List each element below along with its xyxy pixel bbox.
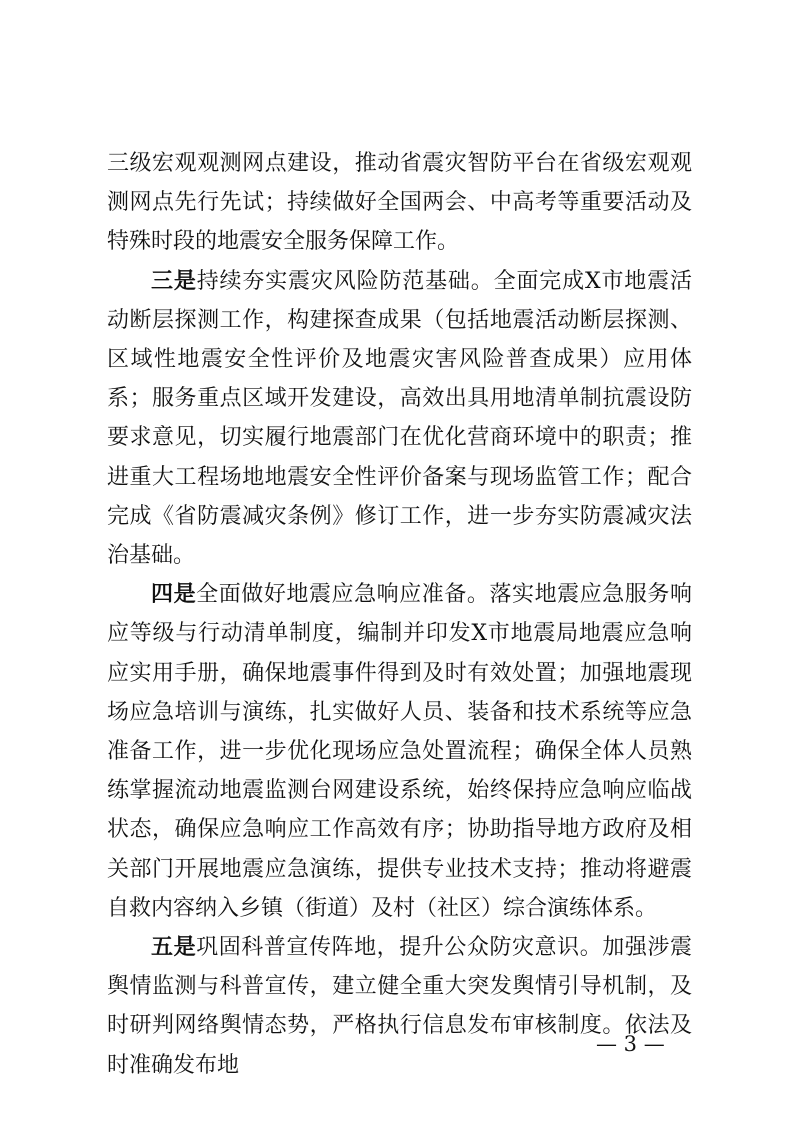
- paragraph-lead: 四是: [151, 582, 197, 608]
- paragraph-item-5: [107, 928, 692, 1085]
- paragraph-continuation: [107, 144, 692, 262]
- page-number: — 3 —: [596, 1032, 665, 1056]
- body-text: [107, 144, 692, 1085]
- paragraph-text: 巩固科普宣传阵地，提升公众防灾意识。加强涉震舆情监测与科普宣传，建立健全重大突发舆情引导机制，及时研判网络舆情态势，严格执行信息发布审核制度。依法及时准确发布地: [107, 935, 692, 1078]
- paragraph-text: 三级宏观观测网点建设，推动省震灾智防平台在省级宏观观测网点先行先试；持续做好全国两会、中高考等重要活动及特殊时段的地震安全服务保障工作。: [107, 151, 692, 255]
- paragraph-lead: 三是: [151, 268, 197, 294]
- paragraph-text: 持续夯实震灾风险防范基础。全面完成X市地震活动断层探测工作，构建探查成果（包括地震活动断层探测、区域性地震安全性评价及地震灾害风险普查成果）应用体系；服务重点区域开发建设，高效出具用地清单制抗震设防要求意见，切实履行地震部门在优化营商环境中的职责；推进重大工程场地地震安全性评价备案与现场监管工作；配合完成《省防震减灾条例》修订工作，进一步夯实防震减灾法治基础。: [107, 268, 692, 569]
- paragraph-item-3: [107, 262, 692, 576]
- paragraph-text: 全面做好地震应急响应准备。落实地震应急服务响应等级与行动清单制度，编制并印发X市地震局地震应急响应实用手册，确保地震事件得到及时有效处置；加强地震现场应急培训与演练，扎实做好人员、装备和技术系统等应急准备工作，进一步优化现场应急处置流程；确保全体人员熟练掌握流动地震监测台网建设系统，始终保持应急响应临战状态，确保应急响应工作高效有序；协助指导地方政府及相关部门开展地震应急演练，提供专业技术支持；推动将避震自救内容纳入乡镇（街道）及村（社区）综合演练体系。: [107, 582, 692, 921]
- paragraph-item-4: [107, 575, 692, 928]
- paragraph-lead: 五是: [151, 935, 197, 961]
